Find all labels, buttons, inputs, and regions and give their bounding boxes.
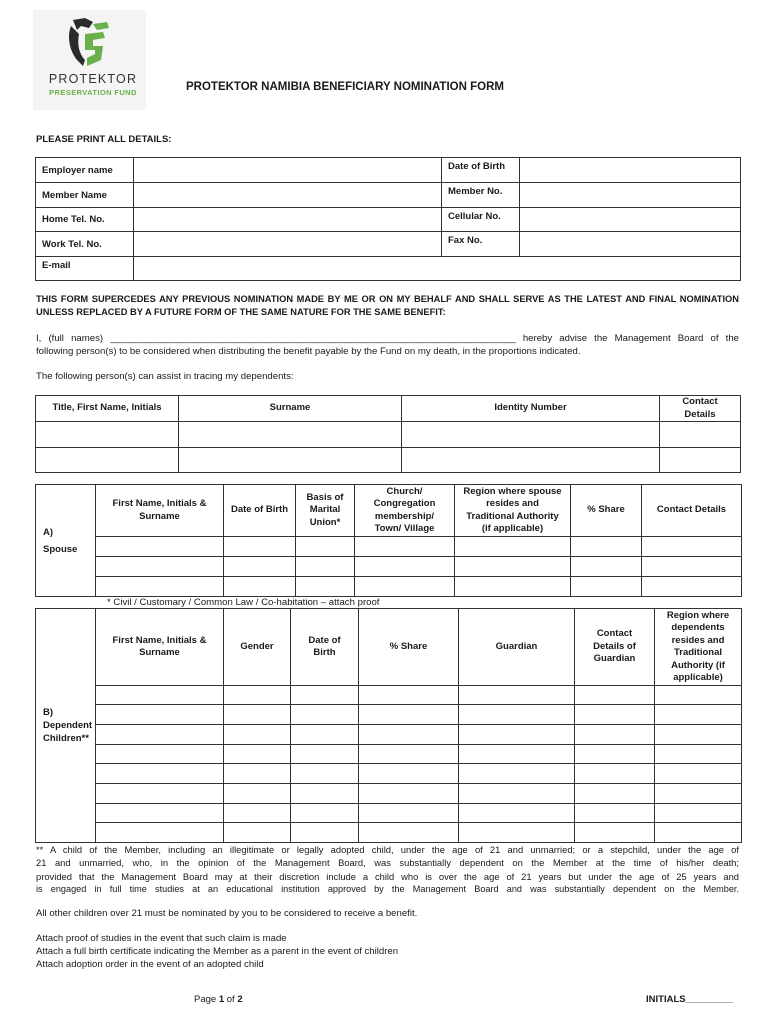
table-cell[interactable] [655, 705, 742, 725]
tracing-intro: The following person(s) can assist in tracing my dependents: [36, 371, 294, 382]
table-cell[interactable] [96, 686, 224, 705]
table-cell[interactable] [96, 745, 224, 764]
table-cell[interactable] [296, 577, 355, 597]
table-cell[interactable] [575, 686, 655, 705]
home-tel-label: Home Tel. No. [36, 208, 134, 232]
table-cell[interactable] [642, 557, 742, 577]
table-cell[interactable] [224, 745, 291, 764]
children-section-name-1: Dependent [43, 720, 93, 731]
page-number [194, 994, 243, 1005]
table-cell[interactable] [459, 745, 575, 764]
child-note-line2: 21 and unmarried, who, in the opinion of the Management Board, was substantially dependent on the Member at the time of his/her death; [36, 857, 739, 869]
children-header-guardian: Guardian [459, 609, 575, 686]
table-cell[interactable] [291, 784, 359, 804]
table-cell[interactable] [224, 823, 291, 843]
table-cell[interactable] [575, 823, 655, 843]
table-cell[interactable] [459, 804, 575, 823]
table-cell[interactable] [575, 804, 655, 823]
table-cell[interactable] [359, 784, 459, 804]
employer-name-field[interactable] [134, 158, 442, 183]
cellular-field[interactable] [520, 208, 741, 232]
table-cell[interactable] [359, 686, 459, 705]
member-name-field[interactable] [134, 183, 442, 208]
attach-item: Attach a full birth certificate indicating the Member as a parent in the event of children [36, 946, 399, 957]
table-cell[interactable] [291, 745, 359, 764]
table-cell[interactable] [296, 537, 355, 557]
table-cell[interactable] [575, 764, 655, 784]
page-title: PROTEKTOR NAMIBIA BENEFICIARY NOMINATION FORM [186, 81, 504, 93]
table-cell[interactable] [96, 577, 224, 597]
fax-label: Fax No. [442, 232, 520, 257]
spouse-header-region: Region where spouse resides and Traditional Authority (if applicable) [455, 485, 571, 537]
table-cell[interactable] [224, 725, 291, 745]
table-cell[interactable] [455, 577, 571, 597]
table-cell[interactable] [355, 557, 455, 577]
table-cell[interactable] [575, 705, 655, 725]
tracing-header-id: Identity Number [402, 396, 660, 422]
children-header-region: Region where dependents resides and Traditional Authority (if applicable) [655, 609, 742, 686]
table-cell[interactable] [402, 448, 660, 473]
spouse-header-dob: Date of Birth [224, 485, 296, 537]
employer-name-label: Employer name [36, 158, 134, 183]
children-header-guardian-contact: Contact Details of Guardian [575, 609, 655, 686]
table-cell[interactable] [291, 705, 359, 725]
cellular-label: Cellular No. [442, 208, 520, 232]
page-of: of [226, 994, 235, 1005]
table-cell[interactable] [459, 784, 575, 804]
table-cell[interactable] [575, 725, 655, 745]
spouse-header-name: First Name, Initials & Surname [96, 485, 224, 537]
table-cell[interactable] [359, 764, 459, 784]
table-cell[interactable] [355, 537, 455, 557]
children-section-cell [36, 609, 96, 843]
table-cell[interactable] [291, 686, 359, 705]
attach-item: Attach proof of studies in the event that such claim is made [36, 933, 287, 944]
table-cell[interactable] [455, 557, 571, 577]
table-cell[interactable] [355, 577, 455, 597]
table-cell[interactable] [224, 577, 296, 597]
initials-field[interactable]: INITIALS_________ [646, 994, 734, 1005]
table-cell[interactable] [291, 823, 359, 843]
table-cell[interactable] [224, 537, 296, 557]
email-label: E-mail [36, 257, 134, 281]
table-cell[interactable] [571, 577, 642, 597]
other-children-note: All other children over 21 must be nominated by you to be considered to receive a benefit. [36, 908, 418, 919]
table-cell[interactable] [359, 725, 459, 745]
table-cell[interactable] [359, 705, 459, 725]
children-section-name-2: Children** [43, 733, 89, 744]
work-tel-label: Work Tel. No. [36, 232, 134, 257]
table-cell[interactable] [179, 448, 402, 473]
spouse-table [35, 484, 742, 597]
page-prefix: Page [194, 994, 217, 1005]
table-cell[interactable] [224, 804, 291, 823]
supersede-notice-line1: THIS FORM SUPERCEDES ANY PREVIOUS NOMINATION MADE BY ME OR ON MY BEHALF AND SHALL SERVE AS THE LATEST AND FINAL NOMINATION [36, 294, 739, 304]
tracing-header-name: Title, First Name, Initials [36, 396, 179, 422]
table-cell[interactable] [96, 537, 224, 557]
tracing-table [35, 395, 741, 473]
supersede-notice-line2: UNLESS REPLACED BY A FUTURE FORM OF THE SAME NATURE FOR THE SAME BENEFIT: [36, 307, 446, 317]
table-cell[interactable] [224, 705, 291, 725]
table-cell[interactable] [655, 823, 742, 843]
table-cell[interactable] [455, 537, 571, 557]
print-note: PLEASE PRINT ALL DETAILS: [36, 134, 172, 145]
children-section-label: B) [43, 707, 54, 718]
page-current: 1 [218, 994, 225, 1005]
table-cell[interactable] [36, 422, 179, 448]
table-cell[interactable] [459, 764, 575, 784]
spouse-header-share: % Share [571, 485, 642, 537]
table-cell[interactable] [224, 784, 291, 804]
table-cell[interactable] [359, 745, 459, 764]
table-cell[interactable] [96, 823, 224, 843]
table-cell[interactable] [655, 764, 742, 784]
table-cell[interactable] [96, 725, 224, 745]
attach-item: Attach adoption order in the event of an adopted child [36, 959, 264, 970]
knight-helmet-icon [63, 16, 115, 70]
children-header-share: % Share [359, 609, 459, 686]
children-header-name: First Name, Initials & Surname [96, 609, 224, 686]
table-cell[interactable] [36, 448, 179, 473]
member-no-field[interactable] [520, 183, 741, 208]
table-cell[interactable] [296, 557, 355, 577]
table-cell[interactable] [224, 686, 291, 705]
tracing-header-surname: Surname [179, 396, 402, 422]
child-definition-note [36, 843, 739, 896]
advise-line1: I, (full names) ____________________________________________________________________________ hereby advise the Management Board of the [36, 333, 739, 344]
table-cell[interactable] [575, 745, 655, 764]
logo-name: PROTEKTOR [48, 72, 138, 86]
marital-footnote: * Civil / Customary / Common Law / Co-habitation – attach proof [107, 597, 380, 608]
table-cell[interactable] [575, 784, 655, 804]
email-field[interactable] [134, 257, 741, 281]
table-cell[interactable] [291, 804, 359, 823]
spouse-header-church: Church/ Congregation membership/ Town/ Village [355, 485, 455, 537]
table-cell[interactable] [459, 705, 575, 725]
spouse-section-label: A) [43, 526, 54, 538]
page-total: 2 [237, 994, 243, 1005]
table-cell[interactable] [459, 823, 575, 843]
member-details-table [35, 157, 741, 281]
child-note-line3: provided that the Management Board may at their discretion include a child who is over the age of 21 years but under the age of 25 years and [36, 870, 739, 882]
logo [33, 10, 146, 110]
table-cell[interactable] [655, 686, 742, 705]
table-cell[interactable] [642, 537, 742, 557]
table-cell[interactable] [96, 705, 224, 725]
spouse-section-cell [36, 485, 96, 597]
children-header-dob: Date of Birth [291, 609, 359, 686]
table-cell[interactable] [224, 764, 291, 784]
table-cell[interactable] [224, 557, 296, 577]
table-cell[interactable] [655, 804, 742, 823]
table-cell[interactable] [96, 764, 224, 784]
table-cell[interactable] [359, 823, 459, 843]
fax-field[interactable] [520, 232, 741, 257]
table-cell[interactable] [96, 784, 224, 804]
table-cell[interactable] [459, 686, 575, 705]
member-name-label: Member Name [36, 183, 134, 208]
child-note-line1: ** A child of the Member, including an illegitimate or legally adopted child, under the age of 21 and unmarried; or a stepchild, under the age of [36, 844, 739, 855]
children-table [35, 608, 742, 843]
table-cell[interactable] [655, 725, 742, 745]
advise-line2: following person(s) to be considered when distributing the benefit payable by the Fund on my death, in the proportions indicated. [36, 346, 581, 357]
table-cell[interactable] [96, 557, 224, 577]
logo-subtitle: PRESERVATION FUND [49, 88, 137, 97]
table-cell[interactable] [655, 745, 742, 764]
spouse-section-name: Spouse [43, 543, 78, 555]
table-cell[interactable] [96, 804, 224, 823]
date-of-birth-field[interactable] [520, 158, 741, 183]
date-of-birth-label: Date of Birth [442, 158, 520, 183]
table-cell[interactable] [291, 725, 359, 745]
spouse-header-marital: Basis of Marital Union* [296, 485, 355, 537]
table-cell[interactable] [291, 764, 359, 784]
table-cell[interactable] [642, 577, 742, 597]
table-cell[interactable] [655, 784, 742, 804]
table-cell[interactable] [660, 422, 741, 448]
tracing-header-contact: Contact Details [660, 396, 741, 422]
table-cell[interactable] [359, 804, 459, 823]
spouse-header-contact: Contact Details [642, 485, 742, 537]
table-cell[interactable] [571, 557, 642, 577]
member-no-label: Member No. [442, 183, 520, 208]
table-cell[interactable] [571, 537, 642, 557]
table-cell[interactable] [402, 422, 660, 448]
table-cell[interactable] [660, 448, 741, 473]
work-tel-field[interactable] [134, 232, 442, 257]
child-note-line4: is engaged in full time studies at an educational institution approved by the Management Board and was substantially dependent on the Member. [36, 883, 739, 894]
home-tel-field[interactable] [134, 208, 442, 232]
table-cell[interactable] [179, 422, 402, 448]
children-header-gender: Gender [224, 609, 291, 686]
table-cell[interactable] [459, 725, 575, 745]
